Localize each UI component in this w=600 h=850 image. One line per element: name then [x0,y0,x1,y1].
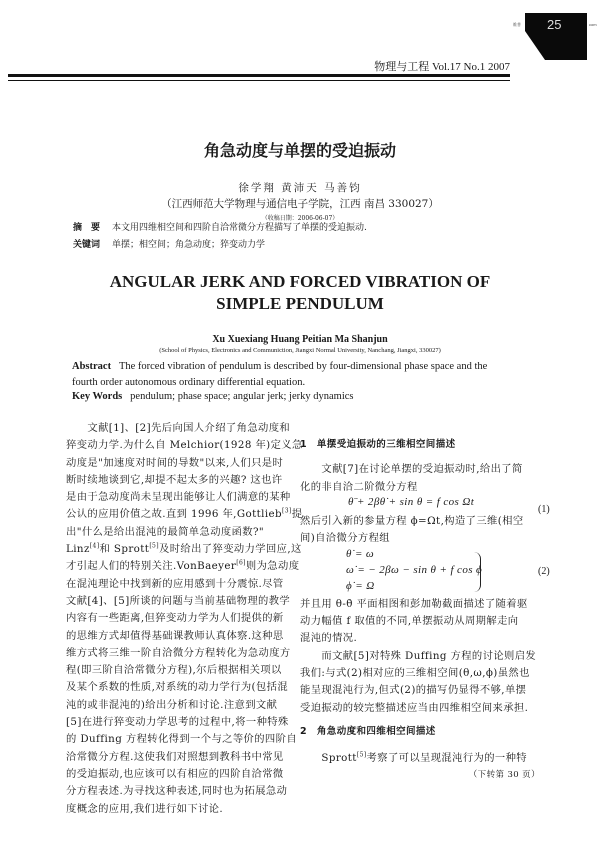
folded-corner-icon [525,31,545,60]
watermark-right: com [589,22,597,27]
text-segment: 维方式将三维一阶自洽微分方程转化为急动度方 [66,646,291,659]
equation-2-row-1: θ̇ = ω [346,547,375,560]
right-column-body [300,436,560,785]
text-segment: 公认的应用价值之故.直到 1996 年,Gottlieb [66,508,283,521]
equation-1: θ̈ + 2βθ̇ + sin θ = f cos Ωt [348,495,475,508]
text-segment: 及某个系数的性质,对系统的动力学行为(包括混 [66,681,289,694]
text-line [66,455,286,472]
continued-note: （下转第 30 页） [468,770,540,781]
text-line: 文献[7]在讨论单摆的受迫振动时,给出了简 [300,463,523,476]
text-line: 而文献[5]对特殊 Duffing 方程的讨论则启发 [300,649,537,662]
watermark-left: 维普 [513,22,521,27]
text-segment: 分方程表述.为寻找这种表述,同时也为拓展急动 [66,785,288,798]
text-line [66,506,303,523]
text-segment: 的受迫振动,也应该可以有相应的四阶自洽常微 [66,767,284,780]
text-line [66,420,291,437]
text-line [66,801,286,818]
text-line [66,593,291,610]
title-cn: 角急动度与单摆的受迫振动 [203,141,396,160]
text-segment: Sprott [300,752,357,765]
citation: [5] [149,542,160,550]
abstract-cn-label: 摘 要 [73,223,101,233]
text-line [66,472,286,489]
text-line [66,714,289,731]
text-line [66,524,286,541]
citation: [5] [356,751,367,759]
header-rule-thick [8,74,510,77]
text-line: 我们:与式(2)相对应的三维相空间(θ,ω,ϕ)虽然也 [300,666,530,679]
text-line [66,576,286,593]
abstract-en [72,359,512,391]
keywords-en-text: pendulum; phase space; angular jerk; jerky dynamics [130,391,354,402]
right-brace-icon [474,552,481,592]
title-en-line-2: SIMPLE PENDULUM [216,294,384,313]
text-segment: 才引起人们的特别关注.VonBaeyer [66,560,237,573]
abstract-en-text: The forced vibration of pendulum is described by four-dimensional phase space and the fourth order autonomous ordinary differential equation. [72,361,488,388]
authors-en: Xu Xuexiang Huang Peitian Ma Shanjun [212,334,388,345]
text-segment: 考察了可以呈现混沌行为的一种特 [366,752,527,765]
text-line: 受迫振动的较完整描述应当由四维相空间来承担. [300,701,529,714]
keywords-cn-text: 单摆；相空间；角急动度；猝变动力学 [112,240,266,250]
equation-2-row-2: ω̇ = − 2βω − sin θ + f cos ϕ [346,563,483,576]
text-line [66,610,286,627]
text-segment: 动度是"加速度对时间的导数"以来,人们只是时 [66,456,284,469]
text-segment: 度概念的应用,我们进行如下讨论. [66,802,224,815]
header-rule-thin [8,80,510,81]
text-line [66,783,286,800]
text-line [66,645,291,662]
text-line [66,628,286,645]
text-line: 化的非自洽二阶微分方程 [300,480,418,493]
text-line: 并且用 θ-θ̇ 平面相图和彭加勒截面描述了随着驱 [300,597,528,610]
text-segment: Linz [66,543,90,556]
text-segment: 程(即三阶自洽常微分方程),尔后根据相关项以 [66,664,282,677]
title-en-line-1: ANGULAR JERK AND FORCED VIBRATION OF [109,272,491,291]
text-segment: 猝变动力学.为什么自 Melchior(1928 年)定义急 [66,439,303,452]
keywords-cn-label: 关键词 [73,240,101,250]
text-segment: 文献[4]、[5]所谈的问题与当前基础物理的教学 [66,594,291,607]
text-segment: 的 Duffing 方程转化得到一个与之等价的四阶自 [66,733,298,746]
keywords-cn [73,237,265,250]
keywords-en-label: Key Words [72,391,123,402]
text-line: 混沌的情况. [300,632,358,645]
abstract-cn [73,220,367,233]
text-line: 动力幅值 f 取值的不同,单摆振动从周期解走向 [300,615,519,628]
text-line [66,437,303,454]
affiliation-cn: （江西师范大学物理与通信电子学院，江西 南昌 330027） [161,198,439,210]
text-segment: 内容有一些距离,但猝变动力学为人们提供的新 [66,612,284,625]
citation: [3] [282,508,292,516]
affiliation-en: (School of Physics, Electronics and Communiction, Jiangxi Normal University, Nanchang, Jiangxi, 330027) [159,347,441,354]
text-line: 然后引入新的参量方程 ϕ=Ωt,构造了三维(相空 [300,515,524,528]
abstract-cn-text: 本文用四维相空间和四阶自洽常微分方程描写了单摆的受迫振动. [112,223,367,233]
text-segment: 则为急动度 [245,560,300,573]
left-column-body [66,420,303,818]
text-line: 间)自洽微分方程组 [300,532,390,545]
running-header: 物理与工程 Vol.17 No.1 2007 [374,61,510,73]
equation-2-number: (2) [538,566,550,577]
text-line [66,679,289,696]
citation: [6] [236,559,246,567]
received-date: （收稿日期：2006-06-07） [261,215,339,222]
text-segment: 的思维方式却值得基础课教师认真体察.这种思 [66,629,284,642]
text-segment: 和 Sprott [99,543,150,556]
text-segment: 出"什么是给出混沌的最简单急动度函数?" [66,525,265,538]
text-segment: 提 [291,508,303,521]
authors-cn: 徐学翔 黄沛天 马善钧 [238,182,362,194]
equation-1-number: (1) [538,504,550,515]
text-line [66,489,291,506]
text-line [66,766,286,783]
keywords-en [72,391,354,402]
section-2-heading: 2 角急动度和四维相空间描述 [300,725,436,737]
citation: [4] [89,542,100,550]
text-line [66,558,300,575]
equation-2-row-3: ϕ̇ = Ω [346,579,375,592]
text-segment: 洽常微分方程.这使我们对照想到教科书中常见 [66,750,284,763]
abstract-en-label: Abstract [72,361,112,372]
page-number-tab [525,13,587,60]
text-segment: 是由于急动度尚未呈现出能够让人们满意的某种 [66,491,291,504]
text-line [66,731,298,748]
text-line [300,750,560,767]
text-segment: 沌的或非混沌的)给出分析和讨论.注意到文献 [66,698,278,711]
page-number: 25 [547,17,562,32]
text-line [66,662,286,679]
text-segment: 文献[1]、[2]先后向国人介绍了角急动度和 [66,422,291,434]
section-1-heading: 1 单摆受迫振动的三维相空间描述 [300,439,456,450]
text-line [66,749,286,766]
text-line [66,541,302,558]
text-line: 能呈现混沌行为,但式(2)的描写仍显得不够,单摆 [300,684,527,697]
text-segment: 及时给出了猝变动力学回应,这 [159,543,302,556]
text-segment: 在混沌理论中找到新的应用感到十分震惊.尽管 [66,577,284,590]
text-segment: [5]在进行猝变动力学思考的过程中,将一种特殊 [66,716,289,729]
text-line [66,697,286,714]
text-segment: 断时续地谈到它,却提不起太多的兴趣? 这也许 [66,473,283,486]
